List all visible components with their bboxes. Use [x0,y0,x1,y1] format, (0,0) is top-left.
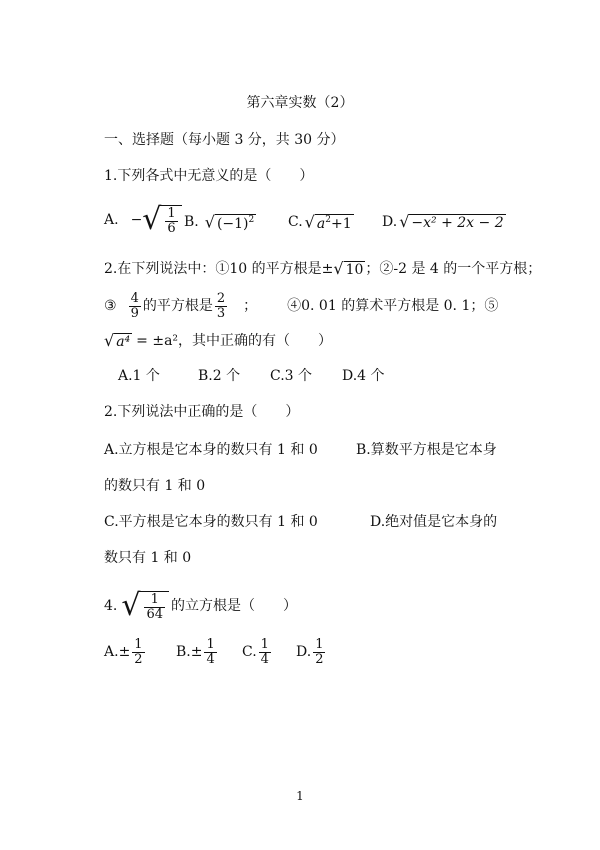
q2a-option-d: D.4 个 [342,368,385,384]
q4-b-den: 4 [206,651,215,667]
q4-d-label: D. [296,644,312,660]
q4-a-sign: ± [118,644,131,660]
radical-sign-icon: √ [104,331,115,350]
q1-d-radicand: −x² + 2x − 2 [411,215,504,231]
q4-option-b [176,634,219,670]
q4-a-den: 2 [134,651,143,667]
q2a-item-4: ④0. 01 的算术平方根是 0. 1；⑤ [287,298,499,314]
q4-number: 4. [104,598,118,614]
q1-a-sign: − [130,212,143,228]
q1-a-fraction [165,207,177,235]
page-title: 第六章实数（2） [246,95,354,111]
q1-b-exp: 2 [248,214,255,225]
q2a-line3-text: = ±a²，其中正确的有（ ） [136,333,333,349]
q2a-sqrt-a4 [104,333,132,349]
q2b-option-a: A.立方根是它本身的数只有 1 和 0 [104,442,318,458]
q2a-sqrt10 [333,261,365,277]
q2a-line3 [104,330,332,352]
radical-sign-icon: √ [399,212,410,231]
q4-option-a [104,634,147,670]
section-heading: 一、选择题（每小题 3 分，共 30 分） [104,132,345,148]
radical-sign-icon: √ [333,259,344,278]
radical-sign-icon: √ [121,588,141,623]
q1-a-label: A. [104,212,119,228]
q1-b-radicand: (−1) [216,215,249,232]
q1-option-c [288,210,354,234]
q4-a-label: A. [104,644,119,660]
q4-den: 64 [146,606,164,622]
q2a-frac2-num: 2 [216,290,226,306]
q4-c-num: 1 [260,636,269,652]
q4-c-fraction [259,638,271,666]
q2a-sqrt10-radicand: 10 [345,262,364,278]
q4-suffix: 的立方根是（ ） [171,598,298,614]
q4-b-label: B. [176,644,191,660]
q2b-option-c: C.平方根是它本身的数只有 1 和 0 [104,514,318,530]
q4-c-den: 4 [260,651,269,667]
q2b-option-d: D.绝对值是它本身的 [370,514,498,530]
q2a-option-c: C.3 个 [270,368,313,384]
q1-c-rest: +1 [330,215,352,232]
q1-option-a [104,202,182,238]
q2a-frac1-num: 4 [130,290,139,306]
q2a-frac-4-9 [129,292,141,320]
q2a-frac1-den: 9 [130,305,139,321]
q4-d-num: 1 [315,636,324,652]
q4-d-fraction [313,638,325,666]
q2a-sqrt-a4-radicand: a⁴ [116,334,131,350]
q4-option-d [296,634,327,670]
q1-c-exp: 2 [325,214,331,225]
q2a-line2 [104,288,498,324]
q2a-frac2-den: 3 [216,305,226,321]
q4-b-fraction [204,638,216,666]
q2a-line1 [104,258,541,280]
page-number: 1 [296,789,304,803]
q2a-option-b: B.2 个 [198,368,241,384]
q1-a-den: 6 [167,220,176,236]
q1-c-var: a [316,215,326,232]
q2a-line1-rest: ；②-2 是 4 的一个平方根； [365,261,542,277]
q1-a-num: 1 [167,205,176,221]
q2b-option-b: B.算数平方根是它本身 [356,442,497,458]
q1-c-radical [305,214,354,231]
q4-stem [104,586,297,626]
q1-b-label: B. [184,214,199,230]
q4-c-label: C. [242,644,257,660]
q2a-semicolon: ； [243,298,258,314]
radical-sign-icon: √ [204,212,215,231]
q1-d-label: D. [382,214,398,230]
q4-b-sign: ± [190,644,203,660]
q1-d-radical [399,214,505,230]
q1-a-radical [142,202,181,237]
q4-a-num: 1 [134,636,143,652]
q2a-line2-mid: 的平方根是 [142,298,213,314]
q2b-option-d-cont: 数只有 1 和 0 [104,550,192,566]
q1-b-radical [205,214,257,231]
q2b-stem: 2.下列说法中正确的是（ ） [104,404,300,420]
q2b-option-b-cont: 的数只有 1 和 0 [104,478,206,494]
q4-fraction [144,593,165,621]
q2a-circled-3: ③ [104,298,117,314]
q2a-frac-2-3 [215,292,227,320]
q1-stem: 1.下列各式中无意义的是（ ） [104,168,314,184]
q4-d-den: 2 [315,651,324,667]
radical-sign-icon: √ [142,202,162,237]
q4-num: 1 [144,593,165,608]
q1-option-d [382,210,506,234]
q1-c-label: C. [288,214,303,230]
q2a-option-a: A.1 个 [118,368,160,384]
radical-sign-icon: √ [304,212,315,231]
q4-radical [121,588,169,623]
q4-a-fraction [132,638,144,666]
q2a-line1-text: 2.在下列说法中：①10 的平方根是± [104,261,334,277]
q1-option-b [184,210,256,234]
q4-b-num: 1 [206,636,215,652]
q4-option-c [242,634,273,670]
